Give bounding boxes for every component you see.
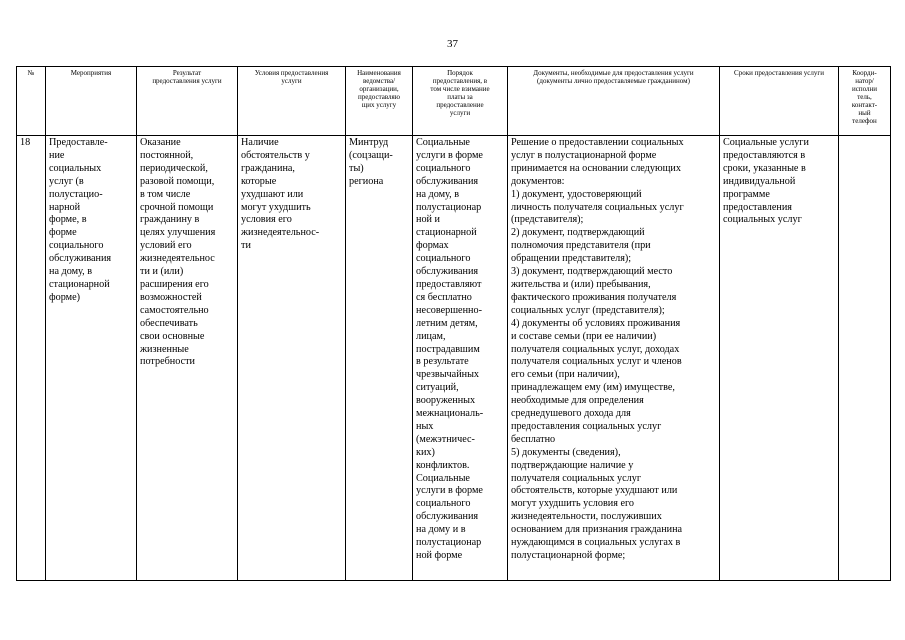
header-conditions: Условия предоставления услуги [238,67,346,136]
services-table [16,66,891,581]
cell-coordinator [839,136,891,581]
cell-event: Предоставле- ние социальных услуг (в полустацио- нарной форме, в форме социального обслуживания на дому, в стационарной форме) [46,136,137,581]
cell-procedure: Социальные услуги в форме социального обслуживания на дому, в полустационар ной и стационарной формах социального обслуживания предоставляют ся бесплатно несовершенно- летним детям, лицам, пострадавшим в результате чрезвычайных ситуаций, вооруженных межнациональ- ных (межэтничес- ких) конфликтов. Социальные услуги в форме социального обслуживания на дому и в полустационар ной форме [413,136,508,581]
cell-agency: Минтруд (соцзащи- ты) региона [346,136,413,581]
header-terms: Сроки предоставления услуги [720,67,839,136]
header-event: Мероприятия [46,67,137,136]
page-number: 37 [447,38,458,50]
header-documents: Документы, необходимые для предоставления услуги (документы лично предоставляемые гражданином) [508,67,720,136]
header-coordinator: Коорди- натор/ исполни тель, контакт- ный телефон [839,67,891,136]
cell-documents: Решение о предоставлении социальных услуг в полустационарной форме принимается на основании следующих документов: 1) документ, удостоверяющий личность получателя социальных услуг (представителя); 2) документ, подтверждающий полномочия представителя (при обращении представителя); 3) документ, подтверждающий место жительства и (или) пребывания, фактического проживания получателя социальных услуг (представителя); 4) документы об условиях проживания и составе семьи (при ее наличии) получателя социальных услуг, доходах получателя социальных услуг и членов его семьи (при наличии), принадлежащем ему (им) имуществе, необходимые для определения среднедушевого дохода для предоставления социальных услуг бесплатно 5) документы (сведения), подтверждающие наличие у получателя социальных услуг обстоятельств, которые ухудшают или могут ухудшить условия его жизнедеятельности, послуживших основанием для признания гражданина нуждающимся в социальных услугах в полустационарной форме; [508,136,720,581]
header-number: № [17,67,46,136]
table-header-row [17,67,891,136]
cell-result: Оказание постоянной, периодической, разовой помощи, в том числе срочной помощи гражданину в целях улучшения условий его жизнедеятельнос ти и (или) расширения его возможностей самостоятельно обеспечивать свои основные жизненные потребности [137,136,238,581]
cell-number: 18 [17,136,46,581]
cell-terms: Социальные услуги предоставляются в сроки, указанные в индивидуальной программе предоставления социальных услуг [720,136,839,581]
header-procedure: Порядок предоставления, в том числе взимание платы за предоставление услуги [413,67,508,136]
header-result: Результат предоставления услуги [137,67,238,136]
cell-conditions: Наличие обстоятельств у гражданина, которые ухудшают или могут ухудшить условия его жизнедеятельнос- ти [238,136,346,581]
table-row [17,136,891,581]
header-agency: Наименования ведомства/ организации, предоставляю щих услугу [346,67,413,136]
